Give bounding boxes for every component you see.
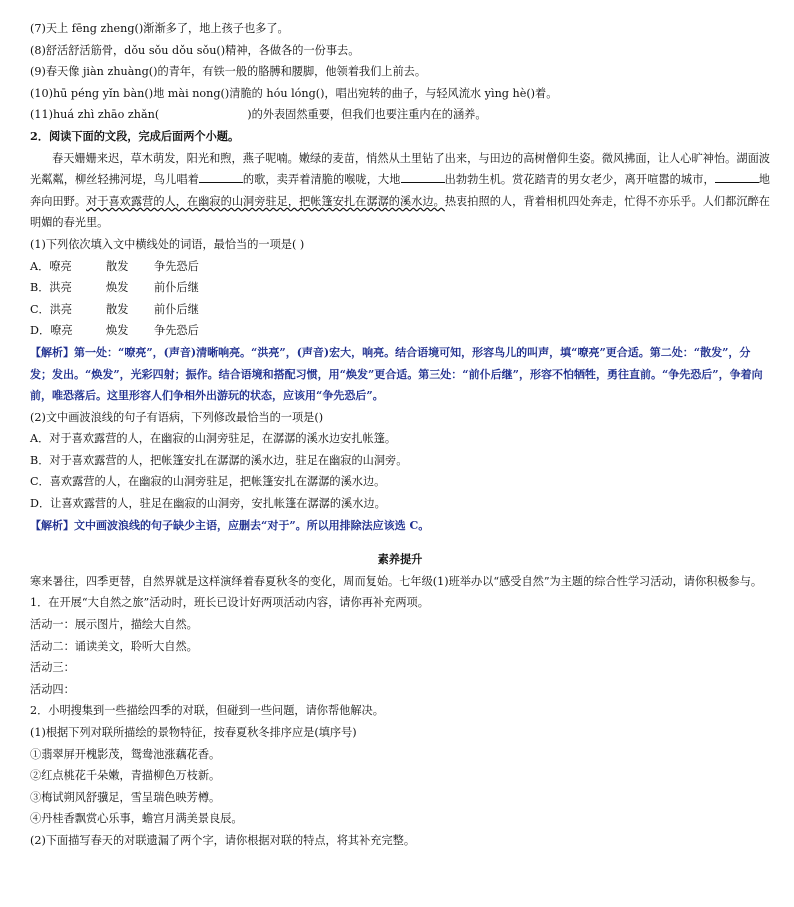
question-line-11	[30, 104, 770, 126]
analysis-1	[30, 342, 770, 407]
section-intro: 寒来暑往，四季更替，自然界就是这样演绎着春夏秋冬的变化，周而复始。七年级(1)班举办以“感受自然”为主题的综合性学习活动，请你积极参与。	[30, 574, 763, 588]
task-2-sub-2: (2)下面描写春天的对联遗漏了两个字，请你根据对联的特点，将其补充完整。	[30, 833, 416, 847]
passage-text-5: 热衷拍照的人，背着相机四处奔走，忙得不亦乐乎。人们都沉醉在明媚的春光里。	[30, 194, 770, 230]
option-d	[30, 320, 770, 342]
question-line-8: (8)舒活舒活筋骨，dǒu sǒu dǒu sǒu()精神，各做各的一份事去。	[30, 43, 360, 57]
question-line-11-end: )的外表固然重要，但我们也要注重内在的涵养。	[247, 108, 487, 122]
passage-text-4: 地奔向田野。	[30, 173, 770, 208]
task-2-sub-1: (1)根据下列对联所描绘的景物特征，按春夏秋冬排序应是(填序号)	[30, 726, 357, 739]
couplet-4: ④丹桂香飘赏心乐事，蟾宫月满美景良辰。	[30, 812, 243, 826]
option-word: 前仆后继	[154, 281, 199, 295]
analysis-text: 文中画波浪线的句子缺少主语，应删去“对于”。所以用排除法应该选 C。	[74, 518, 430, 532]
task-1: 1．在开展“大自然之旅”活动时，班长已设计好两项活动内容，请你再补充两项。	[30, 596, 429, 610]
passage-text-3: 出勃勃生机。赏花踏青的男女老少，离开喧嚣的城市，	[444, 173, 715, 187]
option-word: 焕发	[106, 281, 129, 295]
option-label: C．洪亮	[30, 302, 73, 316]
document-page	[30, 18, 770, 852]
subquestion-2-stem: (2)文中画波浪线的句子有语病，下列修改最恰当的一项是()	[30, 410, 324, 424]
analysis-2	[30, 515, 770, 537]
option-label: B．洪亮	[30, 281, 72, 295]
reading-passage	[30, 148, 770, 234]
section-title: 素养提升	[377, 552, 423, 567]
option-c	[30, 299, 770, 321]
wavy-underlined-sentence: 对于喜欢露营的人，在幽寂的山洞旁驻足，把帐篷安扎在潺潺的溪水边。	[86, 194, 445, 208]
option-a	[30, 256, 770, 278]
task-2: 2．小明搜集到一些描绘四季的对联，但碰到一些问题，请你帮他解决。	[30, 704, 384, 718]
option-word: 争先恐后	[154, 259, 199, 273]
couplet-2: ②红点桃花千朵嫩，青描柳色万枝新。	[30, 769, 221, 783]
couplet-1: ①翡翠屏开槐影茂，鸳鸯池涨藕花香。	[30, 747, 221, 761]
option-a: A．对于喜欢露营的人，在幽寂的山洞旁驻足，在潺潺的溪水边安扎帐篷。	[30, 432, 397, 446]
question-line-7: (7)天上 fēng zheng()渐渐多了，地上孩子也多了。	[30, 22, 289, 35]
activity-3: 活动三：	[30, 661, 75, 675]
option-label: D．嘹亮	[30, 324, 73, 338]
option-b	[30, 277, 770, 299]
analysis-text: 第一处：“嘹亮”，(声音)清晰响亮。“洪亮”，(声音)宏大，响亮。结合语境可知，形容鸟儿的叫声，填“嘹亮”更合适。第二处：“散发”，分发；发出。“焕发”，光彩四射；振作。结合语境和搭配习惯，用“焕发”更合适。第三处：“前仆后继”，形容不怕牺牲，勇往直前。“争先恐后”，争着向前，唯恐落后。这里形容人们争相外出游玩的状态，应该用“争先恐后”。	[30, 345, 763, 403]
passage-text-1: 春天姗姗来迟，草木萌发，阳光和煦，燕子呢喃。嫩绿的麦苗，悄然从土里钻了出来，与田边的高树僧仰生姿。微风拂面，让人心旷神怡。湖面波光粼粼，柳丝轻拂河堤，鸟儿唱着	[30, 151, 770, 187]
option-word: 争先恐后	[154, 324, 199, 338]
question-line-10: (10)hū péng yǐn bàn()地 mài nong()清脆的 hóu lóng()，唱出宛转的曲子，与轻风流水 yìng hè()着。	[30, 86, 558, 100]
option-word: 前仆后继	[154, 302, 199, 316]
question-line-9: (9)春天像 jiàn zhuàng()的青年，有铁一般的胳膊和腰脚，他领着我们上前去。	[30, 65, 427, 79]
option-d: D．让喜欢露营的人，驻足在幽寂的山洞旁，安扎帐篷在潺潺的溪水边。	[30, 497, 386, 511]
question-2-title: 2．阅读下面的文段，完成后面两个小题。	[30, 128, 240, 143]
passage-text-2: 的歌，卖弄着清脆的喉咙，大地	[242, 173, 401, 187]
fill-blank-1	[199, 172, 243, 183]
option-label: A．嘹亮	[30, 259, 72, 273]
question-line-11-start: (11)huá zhì zhāo zhǎn(	[30, 108, 160, 122]
option-b: B．对于喜欢露营的人，把帐篷安扎在潺潺的溪水边，驻足在幽寂的山洞旁。	[30, 453, 408, 467]
analysis-tag: 【解析】	[30, 518, 74, 532]
fill-blank-3	[715, 172, 759, 183]
activity-2: 活动二：诵读美文，聆听大自然。	[30, 639, 198, 653]
fill-blank-2	[401, 172, 445, 183]
couplet-3: ③梅试朔风舒骥足，雪呈瑞色映芳樽。	[30, 790, 221, 804]
analysis-tag: 【解析】	[30, 345, 74, 359]
option-word: 散发	[106, 259, 129, 273]
option-word: 散发	[106, 302, 129, 316]
option-word: 焕发	[106, 324, 129, 338]
option-c: C．喜欢露营的人，在幽寂的山洞旁驻足，把帐篷安扎在潺潺的溪水边。	[30, 475, 386, 489]
activity-4: 活动四：	[30, 682, 75, 696]
activity-1: 活动一：展示图片，描绘大自然。	[30, 618, 198, 632]
subquestion-1-stem: (1)下列依次填入文中横线处的词语，最恰当的一项是( )	[30, 237, 305, 251]
